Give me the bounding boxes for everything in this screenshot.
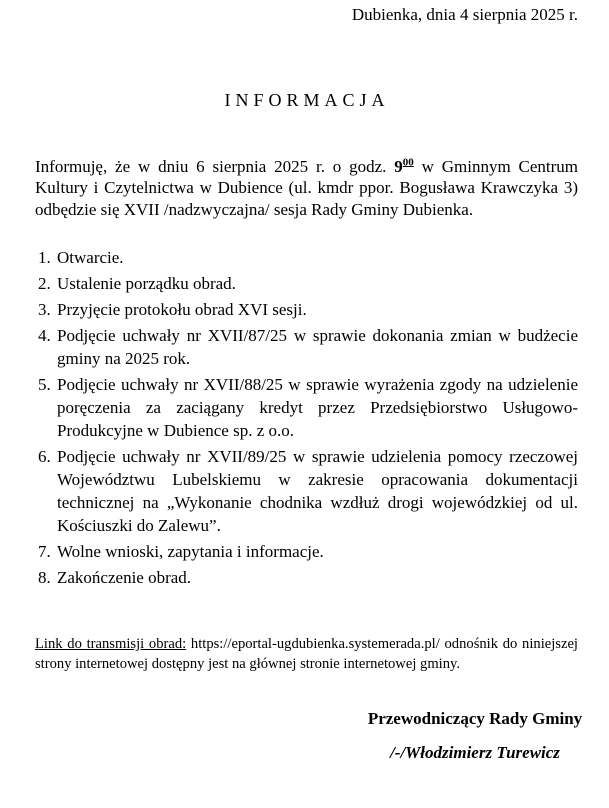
session-hour: 9 [394, 156, 403, 176]
agenda-item [35, 566, 578, 589]
agenda-list [35, 246, 578, 589]
transmission-label: Link do transmisji obrad: [35, 636, 187, 652]
agenda-item-number: 8. [38, 568, 51, 587]
signature-name: /-/Włodzimierz Turewicz [390, 743, 560, 762]
agenda-item [35, 540, 578, 563]
agenda-item-text: Zakończenie obrad. [57, 568, 192, 587]
agenda-item [35, 298, 578, 321]
document-title: INFORMACJA [224, 89, 390, 110]
transmission-paragraph [35, 635, 578, 674]
agenda-item [35, 272, 578, 295]
agenda-item-text: Wolne wnioski, zapytania i informacje. [57, 542, 324, 561]
transmission-url: https://eportal-ugdubienka.systemerada.pl/ [190, 636, 440, 652]
agenda-item-text: Ustalenie porządku obrad. [57, 274, 236, 293]
agenda-item-number: 1. [38, 248, 51, 267]
signature-role: Przewodniczący Rady Gminy [367, 709, 583, 728]
agenda-item-number: 3. [38, 300, 51, 319]
agenda-item [35, 246, 578, 269]
session-hour-superscript: 00 [402, 155, 414, 168]
agenda-item [35, 445, 578, 537]
agenda-item-number: 5. [38, 375, 51, 394]
agenda-item-text: Podjęcie uchwały nr XVII/87/25 w sprawie dokonania zmian w budżecie gminy na 2025 rok. [57, 326, 578, 368]
intro-text-after-time: w Gminnym Centrum Kultury i Czytelnictwa w Dubience (ul. kmdr ppor. Bogusława Krawczyka 3) odbędzie się XVII /nadzwyczajna/ sesja Rady Gminy Dubienka. [35, 156, 579, 219]
agenda-item-text: Otwarcie. [57, 248, 124, 267]
intro-text-before-time: Informuję, że w dniu 6 sierpnia 2025 r. o godz. [35, 156, 387, 176]
agenda-item-text: Podjęcie uchwały nr XVII/89/25 w sprawie udzielenia pomocy rzeczowej Województwu Lubelskiemu w zakresie opracowania dokumentacji technicznej na „Wykonanie chodnika wzdłuż drogi wojewódzkiej od ul. Kościuszki do Zalewu”. [57, 447, 578, 535]
agenda-item-number: 4. [38, 326, 51, 345]
intro-paragraph [35, 156, 578, 221]
agenda-item-text: Przyjęcie protokołu obrad XVI sesji. [57, 300, 307, 319]
signature-block [344, 708, 606, 764]
agenda-item-text: Podjęcie uchwały nr XVII/88/25 w sprawie wyrażenia zgody na udzielenie poręczenia za zaciągany kredyt przez Przedsiębiorstwo Usługowo-Produkcyjne w Dubience sp. z o.o. [57, 375, 578, 440]
agenda-item [35, 373, 578, 442]
date-line: Dubienka, dnia 4 sierpnia 2025 r. [351, 5, 578, 24]
agenda-item-number: 6. [38, 447, 51, 466]
agenda-item-number: 2. [38, 274, 51, 293]
agenda-item-number: 7. [38, 542, 51, 561]
agenda-item [35, 324, 578, 370]
transmission-note: odnośnik do niniejszej strony internetowej dostępny jest na głównej stronie internetowej gminy. [35, 636, 578, 672]
